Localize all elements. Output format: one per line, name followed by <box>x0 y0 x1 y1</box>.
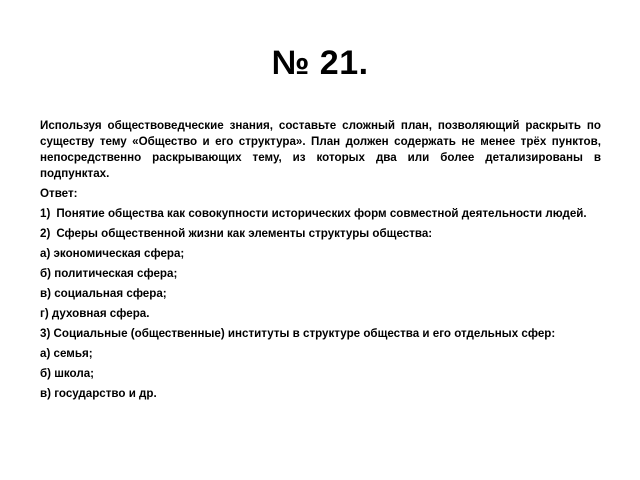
document-body <box>40 118 601 402</box>
plan-point-number: 1) <box>40 207 51 220</box>
subpoint-institution: а) семья; <box>40 347 93 360</box>
plan-point-text: Понятие общества как совокупности исторических форм совместной деятельности людей. <box>56 207 587 220</box>
subpoint-institution: в) государство и др. <box>40 387 157 400</box>
subpoint-sphere: а) экономическая сфера; <box>40 247 185 260</box>
task-text: Используя обществоведческие знания, составьте сложный план, позволяющий раскрыть по существу тему «Общество и его структура». План должен содержать не менее трёх пунктов, непосредственно раскрывающих тему, из которых два или более детализированы в подпунктах. <box>40 119 601 180</box>
subpoint-sphere: г) духовная сфера. <box>40 307 150 320</box>
subpoint-sphere: б) политическая сфера; <box>40 267 178 280</box>
answer-label: Ответ: <box>40 187 78 200</box>
plan-point-3: 3) Социальные (общественные) институты в структуре общества и его отдельных сфер: <box>40 327 556 340</box>
plan-point-1 <box>40 206 601 222</box>
page-title: № 21. <box>271 44 369 82</box>
subpoint-sphere: в) социальная сфера; <box>40 287 167 300</box>
subpoint-institution: б) школа; <box>40 367 95 380</box>
plan-point-number: 2) <box>40 227 51 240</box>
plan-point-2 <box>40 226 601 242</box>
plan-point-text: Сферы общественной жизни как элементы структуры общества: <box>56 227 433 240</box>
